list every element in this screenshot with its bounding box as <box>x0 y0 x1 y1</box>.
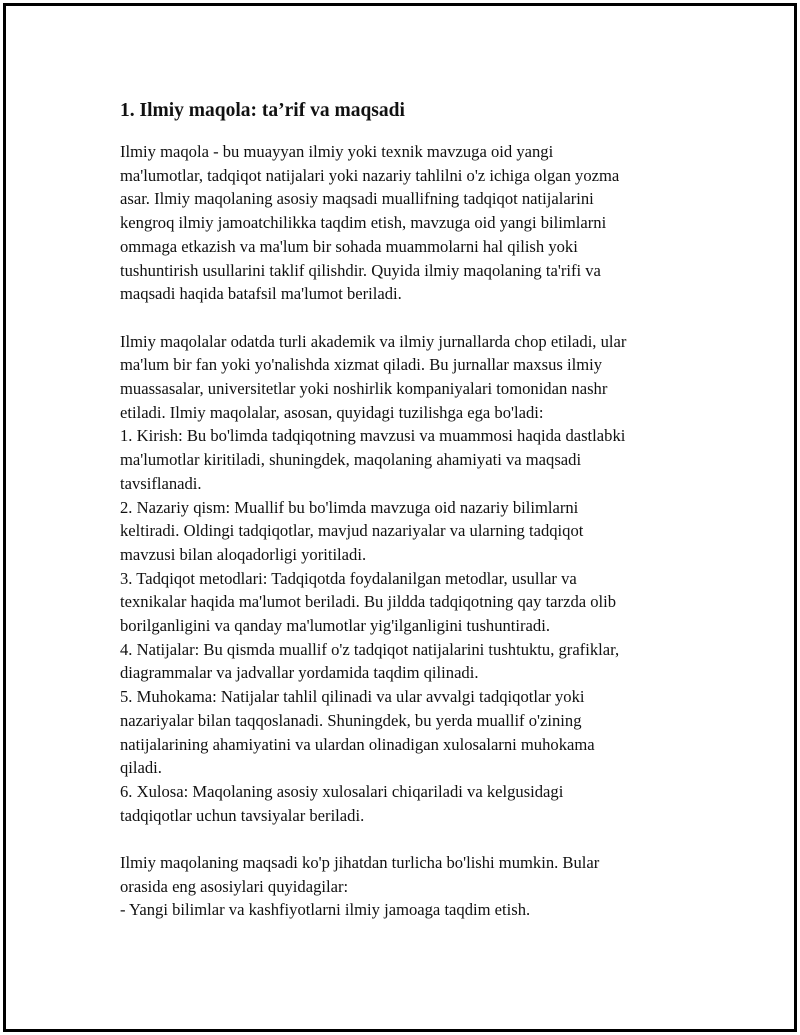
page-frame <box>3 3 797 1032</box>
text-line: tushuntirish usullarini taklif qilishdir. Quyida ilmiy maqolaning ta'rifi va <box>120 260 601 280</box>
list-item-methods: 3. Tadqiqot metodlari: Tadqiqotda foydalanilgan metodlar, usullar va <box>120 568 577 588</box>
text-line: natijalarining ahamiyatini va ulardan olinadigan xulosalarni muhokama <box>120 734 595 754</box>
text-line: orasida eng asosiylari quyidagilar: <box>120 876 349 896</box>
text-line: Ilmiy maqola - bu muayyan ilmiy yoki texnik mavzuga oid yangi <box>120 142 554 161</box>
text-line: diagrammalar va jadvallar yordamida taqdim qilinadi. <box>120 663 479 683</box>
text-line: mavzusi bilan aloqadorligi yoritiladi. <box>120 544 367 564</box>
text-line: asar. Ilmiy maqolaning asosiy maqsadi muallifning tadqiqot natijalarini <box>120 189 594 209</box>
text-line: ma'lumotlar, tadqiqot natijalari yoki nazariy tahlilni o'z ichiga olgan yozma <box>120 165 620 185</box>
text-line: qiladi. <box>120 758 162 778</box>
text-line: ommaga etkazish va ma'lum bir sohada muammolarni hal qilish yoki <box>120 236 578 256</box>
section-heading: 1. Ilmiy maqola: ta’rif va maqsadi <box>120 100 405 121</box>
text-line: etiladi. Ilmiy maqolalar, asosan, quyidagi tuzilishga ega bo'ladi: <box>120 402 544 422</box>
text-line: tadqiqotlar uchun tavsiyalar beriladi. <box>120 805 365 825</box>
text-line: keltiradi. Oldingi tadqiqotlar, mavjud nazariyalar va ularning tadqiqot <box>120 521 584 541</box>
text-line: Ilmiy maqolaning maqsadi ko'p jihatdan turlicha bo'lishi mumkin. Bular <box>120 853 600 873</box>
text-line: tavsiflanadi. <box>120 473 202 493</box>
text-line: muassasalar, universitetlar yoki noshirlik kompaniyalari tomonidan nashr <box>120 379 608 399</box>
text-line: ma'lum bir fan yoki yo'nalishda xizmat qiladi. Bu jurnallar maxsus ilmiy <box>120 355 603 375</box>
text-line: kengroq ilmiy jamoatchilikka taqdim etish, mavzuga oid yangi bilimlarni <box>120 213 607 233</box>
text-line: nazariyalar bilan taqqoslanadi. Shuningdek, bu yerda muallif o'zining <box>120 710 582 730</box>
text-line: borilganligini va qanday ma'lumotlar yig'ilganligini tushuntiradi. <box>120 616 550 636</box>
text-line: maqsadi haqida batafsil ma'lumot beriladi. <box>120 284 402 304</box>
list-item-theory: 2. Nazariy qism: Muallif bu bo'limda mavzuga oid nazariy bilimlarni <box>120 497 579 517</box>
paragraph-definition <box>120 140 710 306</box>
paragraph-purpose <box>120 851 710 922</box>
document-body <box>120 98 710 922</box>
paragraph-structure <box>120 330 710 828</box>
list-item-results: 4. Natijalar: Bu qismda muallif o'z tadqiqot natijalarini tushtuktu, grafiklar, <box>120 639 620 659</box>
list-item-conclusion: 6. Xulosa: Maqolaning asosiy xulosalari chiqariladi va kelgusidagi <box>120 781 564 801</box>
text-line: texnikalar haqida ma'lumot beriladi. Bu jildda tadqiqotning qay tarzda olib <box>120 592 617 612</box>
list-item-discussion: 5. Muhokama: Natijalar tahlil qilinadi va ular avvalgi tadqiqotlar yoki <box>120 687 585 707</box>
text-line: ma'lumotlar kiritiladi, shuningdek, maqolaning ahamiyati va maqsadi <box>120 450 582 470</box>
list-item-intro: 1. Kirish: Bu bo'limda tadqiqotning mavzusi va muammosi haqida dastlabki <box>120 426 626 446</box>
text-line: Ilmiy maqolalar odatda turli akademik va ilmiy jurnallarda chop etiladi, ular <box>120 331 627 351</box>
bullet-item: - Yangi bilimlar va kashfiyotlarni ilmiy jamoaga taqdim etish. <box>120 900 531 920</box>
